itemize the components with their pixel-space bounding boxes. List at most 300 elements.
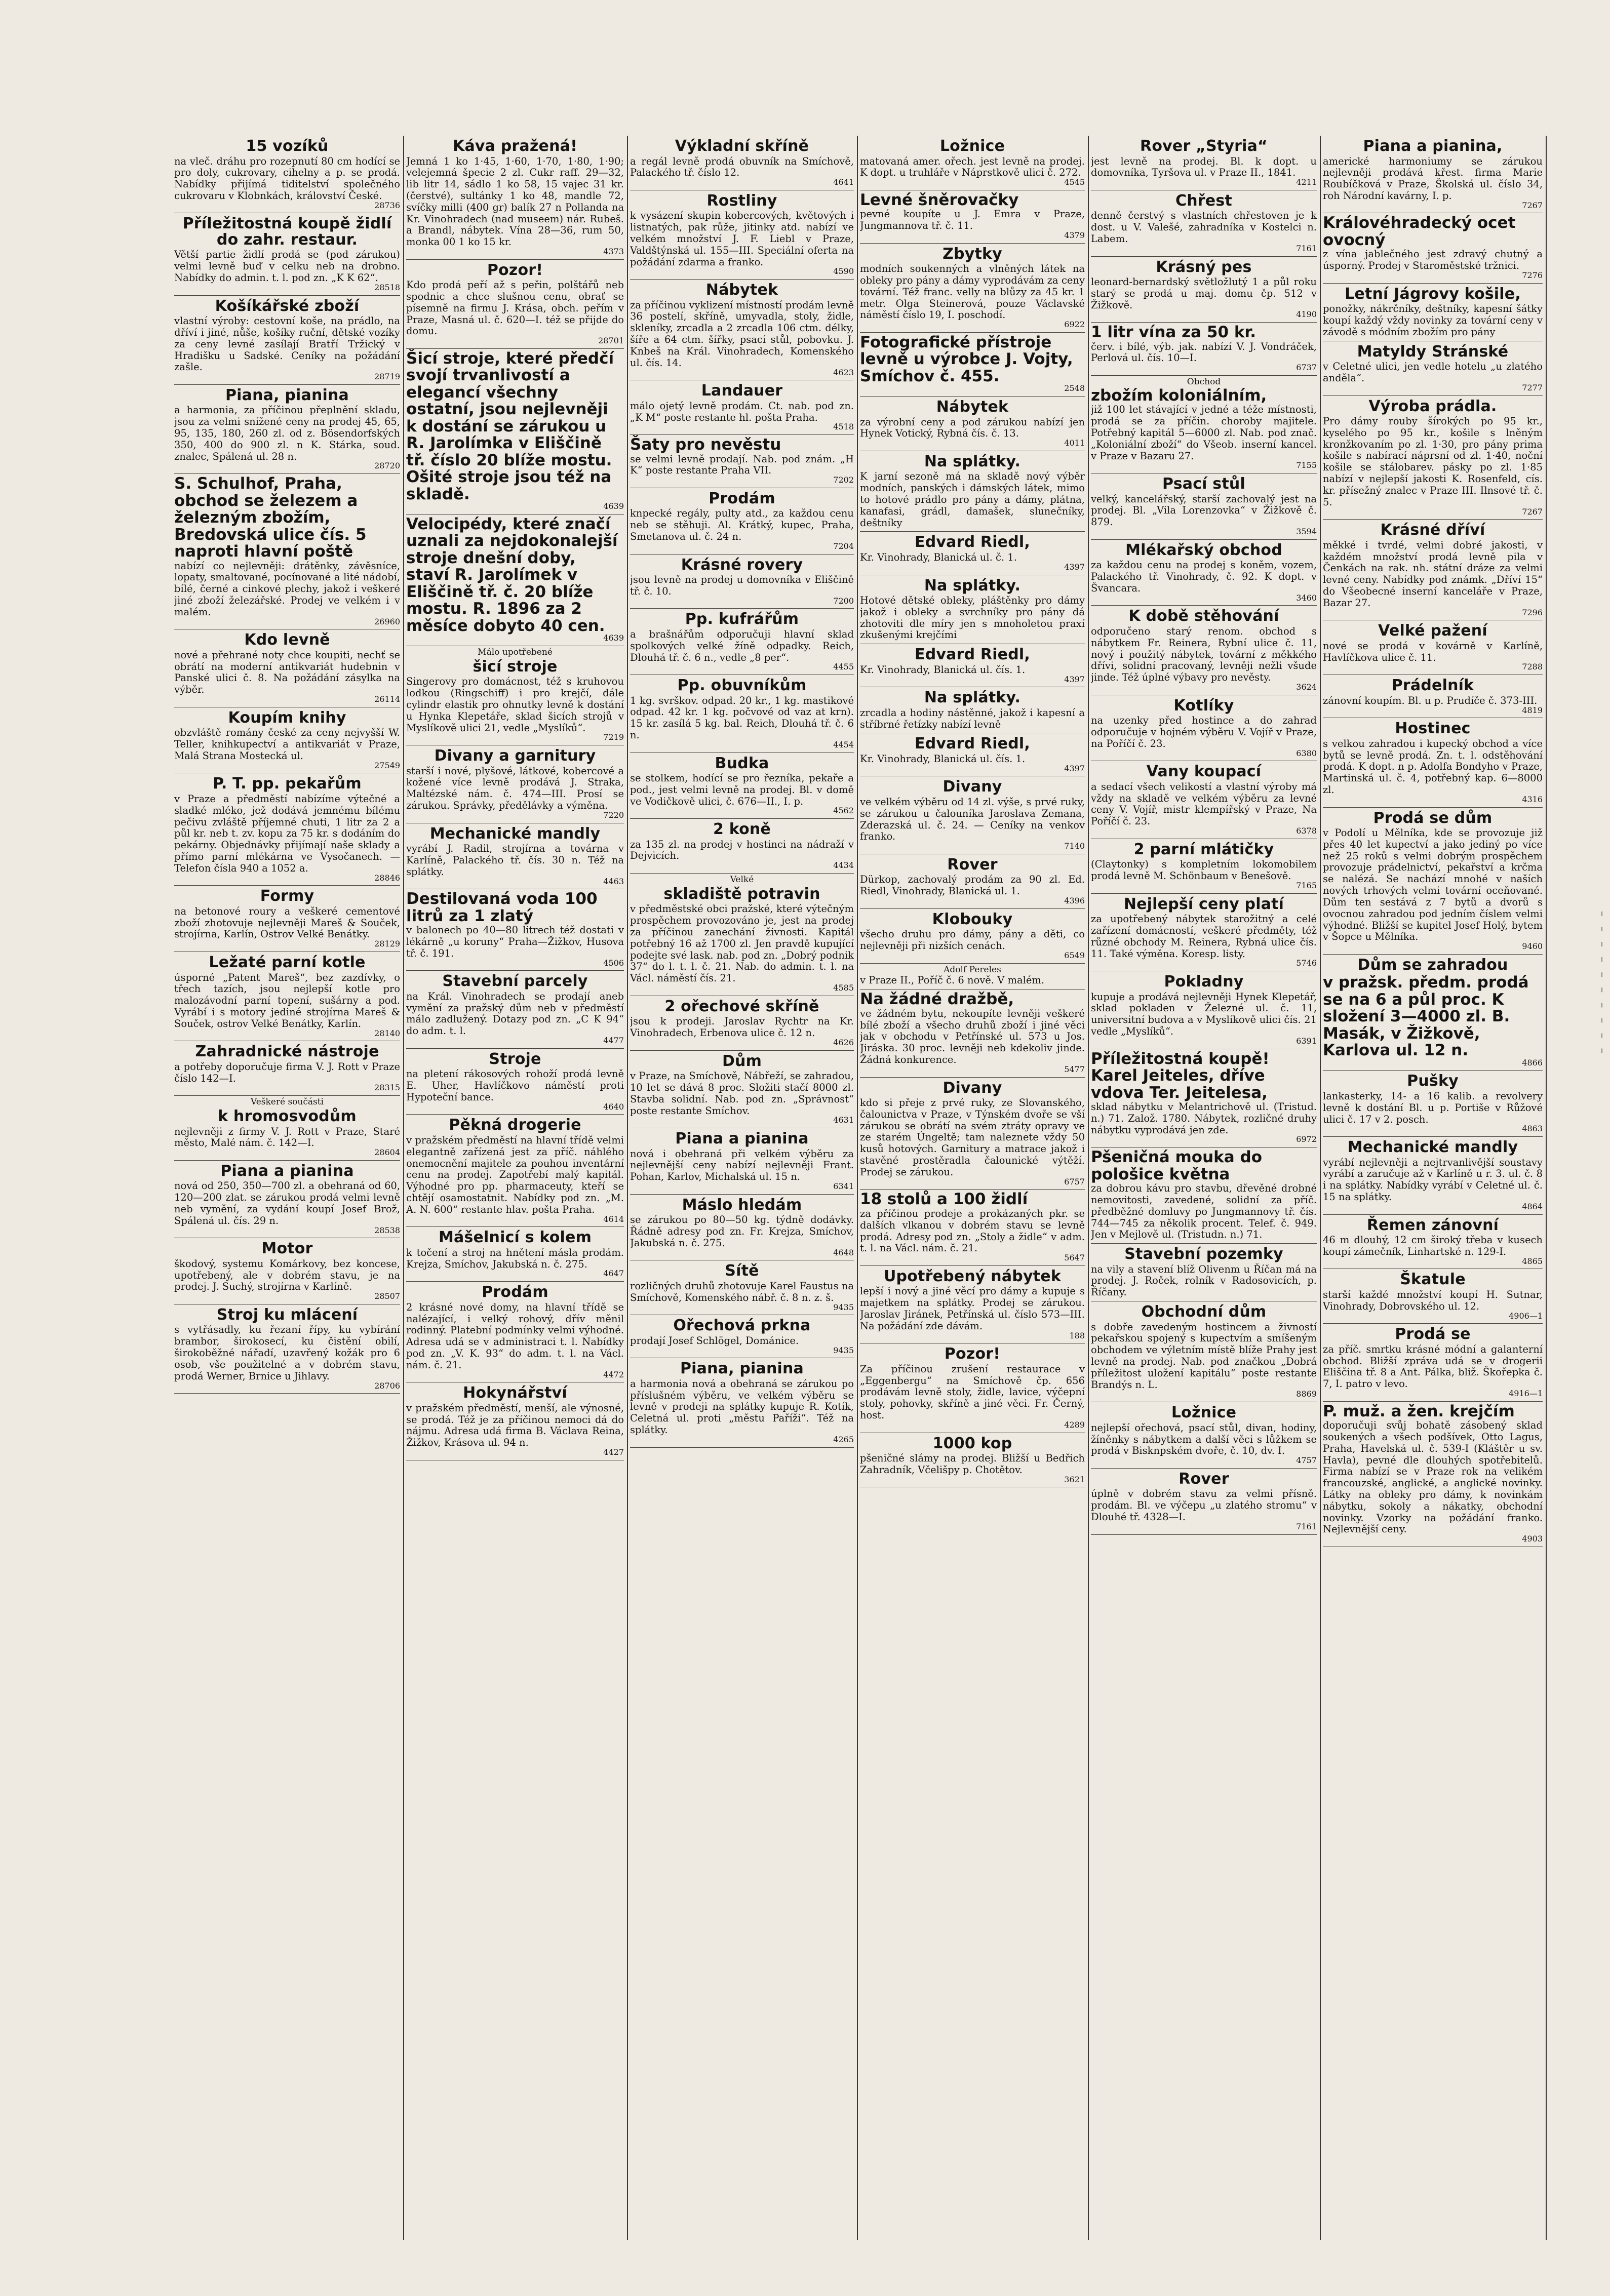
classified-ad [406, 1282, 624, 1382]
ad-heading: Kdo levně [244, 631, 330, 649]
classified-ad [1091, 971, 1317, 1049]
ad-number: 4865 [1522, 1256, 1543, 1266]
ad-column-3 [630, 136, 854, 2240]
ad-display-text: zbožím koloniálním, [1091, 386, 1267, 405]
ad-body: v předměstské obci pražské, které výtečným prospěchem provozováno je, jest na prodej za příčinou zanechání živnosti. Kapitál potřebný 16 až 1700 zl. Jen pravdě kupující podejte své lask. nab. pod zn. „Dobrý podnik 37“ do l. t. l. č. 21. Nab. do admin. t. l. na Václ. náměstí čís. 21. [630, 903, 854, 984]
ad-number: 4864 [1522, 1201, 1543, 1211]
ad-number: 4397 [1064, 674, 1085, 684]
ad-heading: Edvard Riedl, [915, 533, 1030, 551]
classified-ad [1323, 520, 1543, 620]
classified-ad [174, 952, 400, 1041]
classified-ad [860, 964, 1085, 990]
classified-ad [1323, 1137, 1543, 1214]
ad-display-text: Královéhradecký ocet ovocný [1323, 214, 1516, 249]
ad-heading: Na splátky. [924, 576, 1021, 595]
classified-ad [860, 909, 1085, 964]
ad-number: 5746 [1296, 958, 1317, 968]
ad-heading: Pušky [1407, 1072, 1459, 1090]
ad-heading: Upotřebený nábytek [884, 1267, 1061, 1285]
ad-number: 7200 [833, 596, 854, 606]
ad-heading: Kotlíky [1173, 696, 1234, 715]
ad-number: 4631 [833, 1115, 854, 1125]
ad-number: 4626 [833, 1037, 854, 1047]
classified-ad [860, 136, 1085, 190]
ad-body: za výrobní ceny a pod zárukou nabízí jen Hynek Votický, Rybná čís. č. 13. [860, 416, 1085, 440]
classified-ad [630, 753, 854, 819]
ad-heading: Obchodní dům [1141, 1303, 1267, 1321]
ad-body: americké harmoniumy se zárukou nejlevněji prodává křest. firma Marie Roubíčková v Praze, Školská ul. číslo 34, roh Národní kavárny, I. p. [1323, 155, 1543, 202]
ad-number: 4916—1 [1509, 1388, 1543, 1398]
ad-number: 9435 [833, 1302, 854, 1312]
ad-number: 4866 [1522, 1057, 1543, 1067]
ad-number: 4641 [833, 177, 854, 187]
ad-body: se stolkem, hodící se pro řezníka, pekaře a pod., jest velmi levně na prodej. Bl. v domě ve Vodičkově ulici, č. 676—II., I. p. [630, 772, 854, 807]
ad-body: za dobrou kávu pro stavbu, dřevěné drobné nemovitosti, zavedené, solidní za příč. předběžné domluvy po Jungmannovy tř. čís. 744—745 za několik procent. Telef. č. 949. Jen v Mejlově ul. (Tristudn. n.) 71. [1091, 1182, 1317, 1241]
ad-body: Dürkop, zachovalý prodám za 90 zl. Ed. Riedl, Vinohrady, Blanická ul. 1. [860, 874, 1085, 897]
ad-body: a sedací všech velikostí a vlastní výroby má vždy na skladě ve velkém výběru za levné ceny V. Vojíř, mistr klempířský v Praze, Na Poříčí č. 23. [1091, 780, 1317, 827]
ad-number: 4397 [1064, 562, 1085, 572]
classified-ad [406, 349, 624, 514]
margin-marks: — — — — — — — — — — [1598, 912, 1607, 1056]
classified-ad [630, 1260, 854, 1315]
ad-body: Kr. Vinohrady, Blanická ul. čís. 1. [860, 663, 1026, 676]
column-rule [403, 136, 404, 2240]
ad-number: 4757 [1296, 1455, 1317, 1466]
ad-body: Kr. Vinohrady, Blanická ul. č. 1. [860, 551, 1017, 563]
classified-ad [860, 397, 1085, 451]
ad-number: 7161 [1296, 1521, 1317, 1531]
ad-display-text: Pšeničná mouka do pološice května [1091, 1148, 1262, 1183]
ad-number: 4906—1 [1509, 1311, 1543, 1321]
ad-body: již 100 let stávající v jedné a téže místnosti, prodá se za příčin. choroby majitele. Potřebný kapitál 5—6000 zl. Nab. pod znač. „Koloniální zboží“ do Všeob. inserní kancel. v Praze v Bazaru 27. [1091, 404, 1317, 462]
ad-body: starší každé množství koupí H. Sutnar, Vinohrady, Dobrovského ul. 12. [1323, 1288, 1543, 1312]
classified-ad [1323, 808, 1543, 955]
ad-number: 4379 [1064, 230, 1085, 240]
ad-number: 4863 [1522, 1124, 1543, 1134]
classified-ad [630, 435, 854, 488]
ad-body: denně čerstvý s vlastních chřestoven je k dost. u V. Valešé, zahradníka v Kostelci n. Labem. [1091, 210, 1317, 245]
ad-number: 3624 [1296, 682, 1317, 692]
classified-ad [860, 644, 1085, 687]
ad-heading: Škatule [1400, 1271, 1466, 1289]
ad-kicker: Veškeré součásti [250, 1097, 324, 1107]
classified-ad [630, 1358, 854, 1447]
ad-number: 9435 [833, 1345, 854, 1355]
ad-number: 4472 [603, 1369, 624, 1379]
ad-number: 4434 [833, 860, 854, 870]
classified-ad [1091, 473, 1317, 540]
ad-heading: 1000 kop [932, 1434, 1012, 1452]
ad-heading: skladiště potravin [663, 885, 820, 903]
ad-heading: Rover „Styria“ [1140, 137, 1268, 155]
ad-display-text: Šicí stroje, které předčí svojí trvanlivostí a elegancí všechny ostatní, jsou nejlevněji k dostání se zárukou u R. Jarolímka v Eliščině tř. číslo 20 blíže mostu. Ošité stroje jsou též na skladě. [406, 349, 614, 503]
classified-ad [860, 575, 1085, 645]
ad-heading: Vany koupací [1146, 763, 1262, 781]
ad-body: a regál levně prodá obuvník na Smíchově, Palackého tř. číslo 12. [630, 155, 854, 179]
ad-number: 4903 [1522, 1534, 1543, 1544]
ad-body: z vína jablečného jest zdravý chutný a úsporný. Prodej v Staroměstské tržnici. [1323, 248, 1543, 272]
ad-body: ve velkém výběru od 14 zl. výše, s prvé ruky, se zárukou u čalouníka Jaroslava Zemana, Zderazská ul. č. 24. — Ceníky na venkov franko. [860, 796, 1085, 843]
ad-body: jsou levně na prodej u domovníka v Eliščině tř. č. 10. [630, 574, 854, 597]
ad-number: 6737 [1296, 363, 1317, 373]
classified-ad [630, 609, 854, 675]
ad-body: v balonech po 40—80 litrech též dostati v lékárně „u koruny“ Praha—Žižkov, Husova tř. č. 191. [406, 924, 624, 959]
ad-heading: 15 vozíků [246, 137, 329, 155]
classified-ad [174, 886, 400, 952]
ad-body: nejlevněji z firmy V. J. Rott v Praze, Staré město, Malé nám. č. 142—I. [174, 1125, 400, 1149]
ad-heading: Koupím knihy [228, 708, 346, 727]
ad-display-text: S. Schulhof, Praha, obchod se železem a železným zbožím, Bredovská ulice čís. 5 naproti hlavní poště [174, 474, 367, 561]
ad-heading: Mášelnicí s kolem [438, 1229, 592, 1247]
ad-number: 6972 [1296, 1134, 1317, 1144]
classified-ad [1323, 718, 1543, 807]
ad-display-text: Levné šněrovačky [860, 190, 1019, 209]
ad-number: 4819 [1522, 705, 1543, 715]
classified-ad [630, 819, 854, 874]
ad-body: kupuje a prodává nejlevněji Hynek Klepetář, sklad pokladen v Železné ul. č. 11, universitní budova a v Myslíkově ulici čís. 21 vedle „Myslíků“. [1091, 991, 1317, 1038]
ad-heading: Prodám [709, 489, 775, 507]
ad-number: 4011 [1064, 438, 1085, 448]
classified-ad [406, 745, 624, 823]
ad-number: 5477 [1064, 1064, 1085, 1074]
ad-body: málo ojetý levně prodám. Ct. nab. pod zn. „K M“ poste restante hl. pošta Praha. [630, 400, 854, 423]
ad-heading: Piana a pianina [675, 1130, 809, 1148]
ad-number: 4614 [603, 1214, 624, 1224]
ad-body: na Král. Vinohradech se prodají aneb vymění za pražský dům neb v předměstí málo zadlužený. Dotazy pod zn. „C K 94“ do adm. t. l. [406, 990, 624, 1037]
ad-heading: 2 koně [713, 820, 771, 839]
ad-number: 4373 [603, 247, 624, 256]
ad-body: lepší i nový a jiné věcí pro dámy a kupuje s majetkem na splátky. Prodej se zárukou. Jaroslav Jiránek, Petřínská ul. číslo 573—III. Na požádání zde dávám. [860, 1285, 1085, 1332]
ad-number: 7296 [1522, 607, 1543, 617]
ad-body: zrcadla a hodiny nástěnné, jakož i kapesní a stříbrné řetízky nabízí levně [860, 706, 1085, 730]
classified-ad [860, 687, 1085, 733]
ad-body: k vysázení skupin kobercových, květových i listnatých, pak růže, jitinky atd. nabízí ve velkém množství J. F. Liebl v Praze, Valdštýnská ul. 155—III. Speciální oferta na požádání zdarma a franko. [630, 210, 854, 268]
ad-number: 4265 [833, 1434, 854, 1444]
ad-number: 28701 [598, 336, 624, 346]
ad-heading: Stavební parcely [442, 972, 588, 991]
classified-ad [860, 989, 1085, 1077]
ad-body: v Praze, na Smíchově, Nábřeží, se zahradou, 10 let se dává 8 proc. Složiti stačí 8000 zl. Stavba solidní. Nab. pod zn. „Správnost“ poste restante Smíchov. [630, 1070, 854, 1117]
ad-number: 28538 [374, 1225, 400, 1235]
ad-column-6 [1323, 136, 1543, 2240]
ad-number: 6341 [833, 1181, 854, 1192]
ad-body: odporučeno starý renom. obchod s nábytkem Fr. Reinera, Rybní ulice č. 11, nový i použitý nábytek, tovární z měkkého dřívi, solidní pracovaný, levněji nežli všude jinde. Též úplné výbavy pro nevěsty. [1091, 625, 1317, 684]
ad-heading: P. T. pp. pekařům [213, 775, 362, 793]
ad-number: 6391 [1296, 1036, 1317, 1046]
ad-heading: 2 parní mlátičky [1133, 840, 1274, 858]
ad-body: k točení a stroj na hnětení másla prodám. Krejza, Smíchov, Jakubská n. č. 275. [406, 1246, 624, 1270]
ad-number: 26960 [374, 616, 400, 626]
ad-number: 4396 [1064, 896, 1085, 906]
ad-body: nabízí co nejlevněji: drátěnky, závěsníce, lopaty, smaltované, pocínované a lité nádobí, bílé, černé a cinkové plechy, jakož i veškeré jiné zboží železářské. Prodej ve velkém i v malém. [174, 560, 400, 618]
ad-heading: Ložnice [1171, 1404, 1237, 1422]
classified-ad [860, 1343, 1085, 1433]
ad-number: 7140 [1064, 841, 1085, 851]
ad-number: 28846 [374, 873, 400, 883]
ad-number: 7267 [1522, 200, 1543, 210]
ad-body: v Praze a předměstí nabízíme výtečné a sladké mléko, jež dodává jemnému bílému pečivu zvláště příjemné chuti, 1 litr za 2 a půl kr. neb t. zv. kopu za 75 kr. s dodáním do pekárny. Objednávky přijímají naše sklady a přímo parní mlékárna ve Vysočanech. — Telefon čísla 940 a 1052 a. [174, 793, 400, 874]
ad-body: nová i obehraná při velkém výběru za nejlevnější ceny nabízí nejlevněji Frant. Pohan, Karlov, Michalská ul. 15 n. [630, 1147, 854, 1183]
ad-display-text: Příležitostná koupě! Karel Jeiteles, dříve vdova Ter. Jeitelesa, [1091, 1049, 1270, 1102]
ad-body: se zárukou po 80—50 kg. týdně dodávky. Řádně adresy pod zn. Fr. Krejza, Smíchov, Jakubská n. č. 275. [630, 1214, 854, 1249]
classified-ad [860, 854, 1085, 909]
ad-column-1 [174, 136, 400, 2240]
classified-ad [630, 555, 854, 609]
ad-heading: Formy [260, 887, 315, 905]
classified-ad [174, 474, 400, 629]
ad-heading: K době stěhování [1128, 607, 1279, 625]
ad-body: s velkou zahradou i kupecký obchod a více bytů se levně prodá. Zn. t. l. odstěhování prodá. K dopt. n p. Adolfa Bondyho v Praze, Martinská ul. č. 4, potřebný kap. 6—8000 zl. [1323, 737, 1543, 796]
ad-body: a harmonia nová a obehraná se zárukou po příslušném výběru, ve velkém výběru se levně v prodeji na splátky kupuje R. Kotík, Celetná ul. proti „městu Paříži“. Též na splátky. [630, 1377, 854, 1436]
ad-number: 8869 [1296, 1389, 1317, 1399]
ad-body: na vily a stavení blíž Olivenm u Říčan má na prodej. J. Roček, rolník v Radosovicích, p. Říčany. [1091, 1263, 1317, 1298]
classified-ad [630, 874, 854, 996]
ad-body: v Podolí u Mělníka, kde se provozuje již přes 40 let kupectví a jako jediný po více než 25 roků s velmi dobrým prospěchem provozuje prádelnictví, pekařství a krčma se nalézá. Se nachází mnohé v naších nových trhových velmi tovární oceňované. Dům ten sestává z 7 bytů a dvorů s ovocnou zahradou pod jedním číslem velmi výhodné. Bližší se kupitel Josef Holý, bytem v Šopce u Mělníka. [1323, 827, 1543, 943]
classified-ad [174, 1238, 400, 1304]
classified-ad [1323, 1324, 1543, 1401]
ad-number: 6380 [1296, 748, 1317, 758]
classified-ad [406, 646, 624, 745]
classified-ad [860, 776, 1085, 854]
classified-ad [630, 380, 854, 435]
ad-heading: Zahradnické nástroje [195, 1043, 379, 1061]
ad-body: Hotové dětské obleky, pláštěnky pro dámy jakož i obleky a svrchníky pro pány dá zhotoviti dle míry jen s mnoholetou praxí zkušenými krejčími [860, 595, 1085, 641]
ad-kicker: Adolf Pereles [944, 964, 1001, 975]
ad-body: starší i nové, plyšové, látkové, kobercové a kožené více levně prodává J. Straka, Maltézské nám. č. 474—III. Prosí se zárukou. Správky, předělávky a výměna. [406, 765, 624, 812]
classified-ad [174, 1041, 400, 1096]
classified-ad [1091, 376, 1317, 473]
classified-ad [406, 514, 624, 646]
ad-body: modních soukenných a vlněných látek na obleky pro pány a dámy vyprodávám za ceny tovární. Též franc. velly na blůzy za 45 kr. 1 metr. Olga Steinerová, pouze Václavské náměstí číslo 19, I. poschodí. [860, 263, 1085, 321]
ad-number: 3460 [1296, 592, 1317, 603]
classified-ad [1091, 190, 1317, 257]
ad-heading: Pěkná drogerie [449, 1116, 581, 1134]
ad-heading: Motor [261, 1240, 313, 1258]
ad-heading: šicí stroje [473, 657, 558, 676]
classified-ad [1091, 257, 1317, 323]
ad-body: sklad nábytku v Melantrichově ul. (Tristud. n.) 71. Založ. 1780. Nábytek, rozličné druhy nábytku vyprodává jen zde. [1091, 1101, 1317, 1136]
ad-body: Větší partie židlí prodá se (pod zárukou) velmi levně buď v celku neb na drobno. Nabídky do admin. t. l. pod zn. „K K 62“. [174, 249, 400, 284]
ad-body: 2 krásné nové domy, na hlavní třídě se nalézající, i velký rohový, dřív měnil rodinný. Platební podmínky velmi výhodné. Adresa udá se v administraci t. l. Nabídky pod zn. „V. K. 93“ do adm. t. l. na Václ. nám. č. 21. [406, 1301, 624, 1371]
ad-body: s vytřásadly, ku řezaní řípy, ku vybírání brambor, širokosecí, ku čistění obilí, širokoběžné nářadí, uzavřený kožák pro 6 osob, vše použitelné a v dobrém stavu, prodá Werner, Brnice u Jihlavy. [174, 1324, 400, 1382]
ad-number: 3594 [1296, 527, 1317, 537]
classified-ad [174, 707, 400, 774]
ad-heading: Landauer [701, 382, 783, 400]
ad-heading: Košíkářské zboží [215, 297, 360, 315]
ad-heading: Pp. obuvníkům [677, 677, 807, 695]
ad-number: 7267 [1522, 506, 1543, 517]
ad-number: 28720 [374, 461, 400, 471]
classified-ad [406, 1382, 624, 1460]
ad-heading: Letní Jágrovy košile, [1345, 285, 1521, 303]
ad-body: vyrábí J. Radil, strojírna a továrna v Karlíně, Palackého tř. čís. 30 n. Též na splátky. [406, 843, 624, 878]
ad-body: 1 kg. svrškov. odpad. 20 kr., 1 kg. mastikové odpad. 42 kr. 1 kg. počvové od vaz at krn). 15 kr. zasílá 5 kg. bal. Reich, Dlouhá tř. č. 6 n. [630, 694, 854, 741]
ad-body: prodají Josef Schlögel, Dománice. [630, 1334, 799, 1347]
ad-body: ve žádném bytu, nekoupíte levněji veškeré bílé zboží a všecho druhů zboží i jiné věci jak v obchodu v Petřínské ul. 573 u Jos. Jiráska. 30 proc. levněji neb kdekoliv jinde. Žádná konkurence. [860, 1007, 1085, 1065]
ad-number: 26114 [374, 694, 400, 704]
ad-body: Jemná 1 ko 1·45, 1·60, 1·70, 1·80, 1·90; velejemná špecie 2 zl. Cukr raff. 29—32, lib litr 14, sádlo 1 ko 58, 15 vajec 31 kr. (čerstvé), sultánky 1 ko 48, mandle 72, svíčky milli (400 gr) balík 27 n Pollanda na Kr. Vinohradech (nad museem) nár. Rubeš. a Brandl, nábytek. Vína 28—36, rum 50, monka 00 1 ko 15 kr. [406, 155, 624, 248]
ad-body: vlastní výroby: cestovní koše, na prádlo, na dříví i jiné, nůše, košíky ruční, dětské vozíky za ceny levné zasílají Bratří Tržický v Hradišku u Sadské. Ceníky na požádání zašle. [174, 315, 400, 373]
ad-heading: Krásné rovery [681, 556, 803, 574]
ad-body: měkké i tvrdé, velmi dobré jakosti, v každém množství prodá levně pila v Čenkách na rak. nh. státní dráze za velmi levné ceny. Nabídky pod známk. „Dříví 15“ do Všeobecné inserní kanceláře v Praze, Bazar 27. [1323, 539, 1543, 609]
column-rule [1088, 136, 1089, 2240]
ad-heading: 2 ořechové skříně [664, 997, 819, 1015]
classified-ad [860, 333, 1085, 397]
ad-number: 188 [1069, 1330, 1085, 1340]
ad-number: 27549 [374, 760, 400, 770]
ad-number: 4190 [1296, 309, 1317, 320]
classified-ad [630, 1128, 854, 1195]
ad-heading: Pozor! [487, 261, 543, 279]
column-rule [1320, 136, 1321, 2240]
ad-number: 7161 [1296, 243, 1317, 253]
ad-heading: Sítě [725, 1262, 759, 1280]
ad-body: (Claytonky) s kompletním lokomobilem prodá levně M. Schönbaum v Benešově. [1091, 858, 1317, 882]
classified-ad [860, 1266, 1085, 1343]
ad-body: škodový, systemu Komárkovy, bez koncese, upotřebený, ale v dobrém stavu, je na prodej. J. Suchý, strojírna v Karlíně. [174, 1257, 400, 1293]
ad-body: lankasterky, 14- a 16 kalib. a revolvery levně k dostání Bl. u p. Portiše v Růžové ulici č. 17 v 2. posch. [1323, 1090, 1543, 1125]
classified-ad [174, 773, 400, 886]
ad-body: zánovní koupím. Bl. u p. Prudíče č. 373-III. [1323, 694, 1538, 706]
ad-heading: Pozor! [944, 1345, 1001, 1363]
ad-body: matovaná amer. ořech. jest levně na prodej. K dopt. u truhláře v Náprstkově ulici č. 272. [860, 155, 1085, 179]
classified-ad [406, 1227, 624, 1282]
ad-body: na uzenky před hostince a do zahrad odporučuje v hojném výběru V. Vojíř v Praze, na Poříčí č. 23. [1091, 715, 1317, 749]
ad-body: pevné koupíte u J. Emra v Praze, Jungmannova tř. č. 11. [860, 208, 1085, 232]
classified-ad [1323, 1215, 1543, 1270]
ad-heading: Budka [715, 754, 769, 772]
ad-heading: Krásný pes [1156, 258, 1252, 276]
classified-ad [174, 213, 400, 295]
ad-body: Za příčinou zrušení restaurace v „Eggenbergu“ na Smíchově čp. 656 prodávám levně stoly, židle, lavice, výčepní stoly, pohovky, skříně a jiné věci. Fr. Černý, host. [860, 1363, 1085, 1421]
ad-body: všecho druhu pro dámy, pány a děti, co nejlevněji při nizších cenách. [860, 928, 1085, 952]
ad-heading: Divany [943, 1079, 1002, 1097]
ad-body: na pletení rákosových rohoží prodá levně E. Uher, Havlíčkovo náměstí proti Hypoteční bance. [406, 1068, 624, 1103]
ad-heading: Výkladní skříně [675, 137, 809, 155]
ad-body: červ. i bílé, výb. jak. nabízí V. J. Vondráček, Perlová ul. čís. 10—I. [1091, 340, 1317, 364]
ad-body: a harmonia, za příčinou přeplnění skladu, jsou za velmi snížené ceny na prodej 45, 65, 95, 135, 180, 260 zl. od z. Bösendorfských 350, 400 do 900 zl. n K. Stárka, soud. znalec, Spálená ul. 28 n. [174, 404, 400, 462]
ad-display-text: Fotografické přístroje levně u výrobce J. Vojty, Smíchov č. 455. [860, 333, 1073, 385]
classified-ad [406, 136, 624, 260]
ad-number: 2548 [1064, 383, 1085, 393]
ad-heading: Ořechová prkna [673, 1317, 811, 1335]
ad-number: 4455 [833, 662, 854, 672]
ad-number: 28315 [374, 1083, 400, 1093]
ad-heading: Mlékařský obchod [1125, 541, 1282, 559]
ad-column-4 [860, 136, 1085, 2240]
ad-heading: Chřest [1175, 191, 1232, 210]
ad-body: se velmi levně prodají. Nab. pod znám. „H K“ poste restante Praha VII. [630, 453, 854, 477]
ad-number: 4427 [603, 1447, 624, 1457]
ad-number: 4316 [1522, 794, 1543, 804]
classified-ad [1323, 955, 1543, 1071]
ad-heading: Máslo hledám [682, 1196, 802, 1214]
ad-body: jsou k prodeji. Jaroslav Rychtr na Kr. Vinohradech, Erbenova ulice č. 12 n. [630, 1015, 854, 1039]
classified-ad [1091, 761, 1317, 839]
ad-body: za příčinou prodeje a prokázaných pkr. se dalších vlkanou v dobrém stavu se levně prodá. Adresy pod zn. „Stoly a židle“ v adm. t. l. na Václ. nám. č. 21. [860, 1207, 1085, 1254]
classified-ad [1091, 323, 1317, 376]
ad-heading: Piana a pianina, [1363, 137, 1503, 155]
ad-number: 4639 [603, 633, 624, 643]
ad-heading: Klobouky [932, 910, 1013, 928]
ad-number: 7155 [1296, 460, 1317, 470]
classified-ad [1091, 695, 1317, 762]
ad-heading: k hromosvodům [218, 1107, 357, 1125]
ad-heading: Prodá se [1395, 1325, 1471, 1343]
classified-ad [1091, 1244, 1317, 1301]
ad-number: 4518 [833, 422, 854, 432]
ad-number: 6757 [1064, 1176, 1085, 1186]
ad-number: 7276 [1522, 270, 1543, 281]
ad-body: Pro dámy rouby šírokých po 95 kr., kyselého po 95 kr., košile s lněným kronžkovaním po zl. 1·30, pro pány prima košile s nabírací náprsní od zl. 1·40, noční košile se stálobarev. pásky po zl. 1·85 nabízí v nejlepší jakosti K. Rosenfeld, cís. kr. přísežný znalec v Praze III. Ilnsové tř. č. 5. [1323, 415, 1543, 508]
ad-number: 7219 [603, 732, 624, 742]
ad-heading: Na splátky. [924, 689, 1021, 707]
ad-number: 4640 [603, 1101, 624, 1112]
classified-ad [1091, 839, 1317, 894]
ad-heading: Káva pražená! [453, 137, 577, 155]
classified-ad [406, 889, 624, 971]
ad-number: 3621 [1064, 1474, 1085, 1484]
classified-ad [630, 1315, 854, 1358]
ad-heading: Na splátky. [924, 452, 1021, 470]
ad-number: 28706 [374, 1380, 400, 1391]
ad-number: 4211 [1296, 177, 1317, 187]
ad-heading: Ložnice [939, 137, 1005, 155]
ad-heading: Nábytek [705, 281, 778, 299]
ad-heading: Mechanické mandly [1347, 1138, 1518, 1157]
ad-heading: Mechanické mandly [429, 824, 601, 843]
ad-number: 4647 [603, 1269, 624, 1279]
ad-number: 4397 [1064, 763, 1085, 773]
ad-heading: Hostinec [1395, 720, 1471, 738]
classified-ad [406, 1049, 624, 1115]
classified-ad [1323, 341, 1543, 396]
ad-heading: Příležitostná koupě židlí do zahr. restaur. [182, 215, 392, 249]
ad-number: 4585 [833, 983, 854, 993]
ad-body: za příčinou vyklizení místností prodám levně 36 postelí, skříně, umyvadla, stoly, židle, skleníky, zrcadla a 2 zrcadla 106 ctm. délky, šíře a 64 ctm. šířky, psací stůl, pobovku. J. Knbeš na Král. Vinohradech, Komenského ul. čís. 14. [630, 299, 854, 369]
ad-display-text: 18 stolů a 100 židlí [860, 1190, 1028, 1209]
ad-number: 6922 [1064, 320, 1085, 330]
classified-ad [630, 1195, 854, 1261]
ad-heading: Prádelník [1391, 677, 1474, 695]
ad-body: kdo si přeje z prvé ruky, ze Slovanského, čalounictva v Praze, v Týnském dvoře se vší zárukou se obrátí na svém ztráty opravy ve ze starém Úngeltě; tam naleznete vždy 50 kusů hotových. Garnitury a matrace jakož i stavěné prostěradla čalounické výtěží. Prodej se zárukou. [860, 1097, 1085, 1178]
ad-heading: Nejlepší ceny platí [1123, 895, 1284, 913]
ad-heading: Rover [1179, 1470, 1229, 1488]
ad-body: nové a přehrané noty chce koupiti, nechť se obrátí na moderní antikvariát hudebnin v Panské ulici č. 8. Na požádání zásylka na výběr. [174, 649, 400, 696]
ad-body: leonard-bernardský světložlutý 1 a půl roku starý se prodá u maj. domu čp. 512 v Žižkově. [1091, 276, 1317, 311]
classified-ad [630, 996, 854, 1051]
ad-heading: Řemen zánovní [1366, 1216, 1499, 1234]
classified-ad [1091, 894, 1317, 971]
ad-body: K jarní sezoně má na skladě nový výběr modních, panských i dámských látek, mimo to hotové prádlo pro pány a dámy, plátna, kanafasi, grádl, damašek, slunečníky, deštníky [860, 470, 1085, 529]
classified-ad [174, 136, 400, 213]
ad-heading: Piana, pianina [680, 1360, 804, 1378]
ad-body: nová od 250, 350—700 zl. a obehraná od 60, 120—200 zlat. se zárukou prodá velmi levně neb vymění, za vydání koupí Josef Brož, Spálená ul. čís. 29 n. [174, 1180, 400, 1226]
ad-heading: Pp. kufrářům [685, 610, 799, 628]
ad-display-text: P. muž. a žen. krejčím [1323, 1402, 1515, 1420]
ad-heading: Divany [943, 778, 1002, 796]
ad-number: 7220 [603, 810, 624, 820]
ad-number: 4477 [603, 1036, 624, 1046]
ad-heading: Velké pažení [1378, 622, 1487, 640]
column-rule [857, 136, 858, 2240]
ad-heading: Piana, pianina [225, 386, 349, 404]
column-rule [1546, 136, 1547, 2240]
ad-heading: Zbytky [943, 245, 1002, 263]
ad-number: 7204 [833, 541, 854, 551]
classified-ad [1091, 1402, 1317, 1469]
ad-body: v pražském předměstí na hlavní třídě velmi elegantně zařízená jest za příč. náhlého onemocnění majitele za pouhou inventární cenu na prodej. Zapotřebí malý kapitál. Výhodné pro pp. pharmaceuty, kteří se chtějí osamostatnit. Nabídky pod zn. „M. A. N. 600“ restante hlav. pošta Praha. [406, 1134, 624, 1215]
